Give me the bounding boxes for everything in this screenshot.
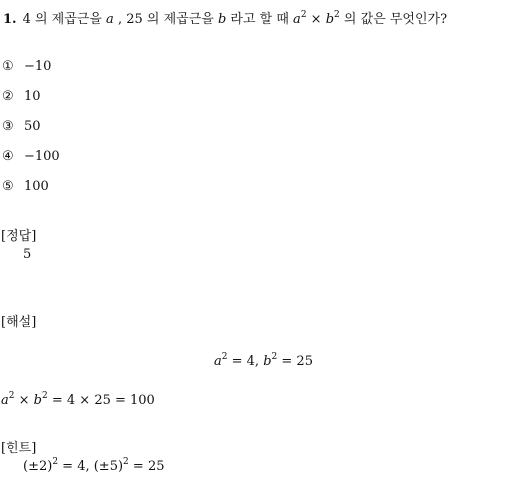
variable-b: b [217, 12, 227, 27]
exponent: 2 [42, 391, 48, 401]
equation-part: = 4, [227, 354, 264, 369]
question-text-part: , 25 의 제곱근을 [113, 12, 218, 27]
expression-exponent: 2 [334, 10, 340, 20]
choice-marker: ③ [2, 119, 14, 134]
exponent: 2 [271, 352, 278, 362]
question-text [3, 8, 447, 27]
expression-a: a [293, 12, 301, 27]
choice-marker: ① [2, 59, 14, 74]
choice-1[interactable] [2, 59, 51, 74]
choice-value: −10 [24, 59, 52, 74]
expression-exponent: 2 [300, 10, 307, 20]
exponent: 2 [123, 457, 129, 467]
equation-part: = 4 × 25 = 100 [47, 393, 155, 408]
choice-4[interactable] [2, 149, 60, 164]
var-a: a [1, 393, 9, 408]
hint-header: [힌트] [1, 441, 37, 456]
equation-part: (±2) [23, 459, 53, 474]
equation-part: × [14, 393, 34, 408]
answer-header: [정답] [1, 229, 37, 244]
explanation-equation-2 [1, 393, 155, 408]
expression-times: × [306, 12, 326, 27]
equation-part: = 4, (±5) [58, 459, 124, 474]
choice-value: 50 [24, 119, 41, 134]
choice-5[interactable] [2, 179, 49, 194]
exponent: 2 [8, 391, 15, 401]
choice-value: 100 [24, 179, 49, 194]
choice-marker: ② [2, 89, 14, 104]
var-b: b [33, 393, 42, 408]
question-text-part: 의 값은 무엇인가? [339, 12, 448, 27]
question-text-part: 라고 할 때 [226, 12, 294, 27]
choice-2[interactable] [2, 89, 41, 104]
equation-part: = 25 [128, 459, 165, 474]
exponent: 2 [52, 457, 59, 467]
answer-value: 5 [23, 247, 32, 262]
choice-value: 10 [24, 89, 41, 104]
choice-value: −100 [24, 149, 60, 164]
var-b: b [263, 354, 272, 369]
choice-marker: ④ [2, 149, 14, 164]
question-text-part: 4 의 제곱근을 [22, 12, 107, 27]
equation-part: = 25 [277, 354, 313, 369]
choice-marker: ⑤ [2, 179, 14, 194]
var-a: a [214, 354, 222, 369]
question-number: 1. [3, 12, 17, 27]
hint-equation [23, 459, 164, 474]
explanation-header: [해설] [1, 315, 37, 330]
expression-b: b [325, 12, 335, 27]
variable-a: a [106, 12, 114, 27]
choice-3[interactable] [2, 119, 41, 134]
explanation-equation-1 [214, 354, 313, 369]
exponent: 2 [221, 352, 228, 362]
